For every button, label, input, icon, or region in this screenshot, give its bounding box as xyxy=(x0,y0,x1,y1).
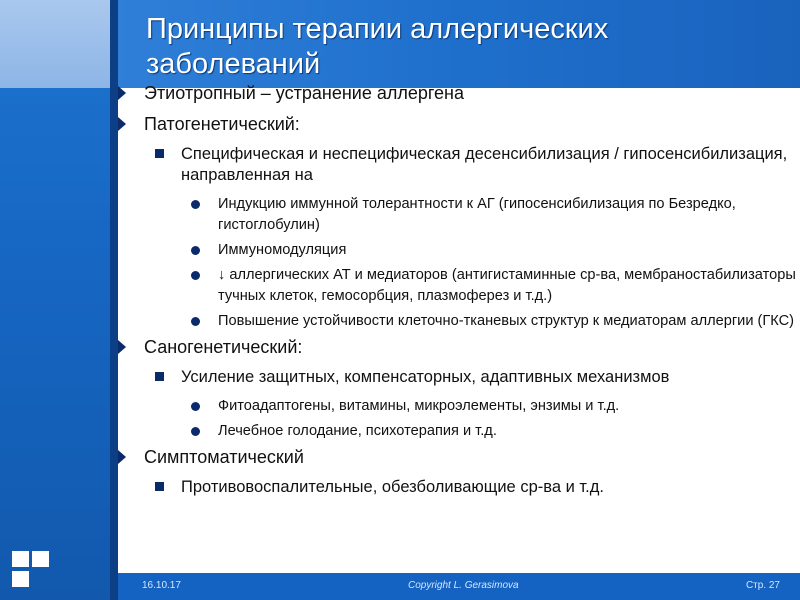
bullet-item xyxy=(118,336,800,358)
bullet-text: Специфическая и неспецифическая десенсибилизация / гипосенсибилизация, направленная на xyxy=(181,145,788,184)
slide-footer xyxy=(118,573,800,600)
left-decor-strip xyxy=(0,0,118,600)
bullet-text: Индукцию иммунной толерантности к АГ (гипосенсибилизация по Безредко, гистоглобулин) xyxy=(218,196,736,233)
circle-bullet-icon xyxy=(191,317,200,326)
squares-logo-icon xyxy=(12,551,52,591)
footer-page-number: Стр. 27 xyxy=(745,580,780,591)
sub-bullet-item xyxy=(118,144,800,186)
sub-bullet-item xyxy=(118,367,800,388)
triangle-bullet-icon xyxy=(118,340,126,354)
sub-sub-bullet-item xyxy=(118,421,800,442)
circle-bullet-icon xyxy=(191,246,200,255)
bullet-text: Симптоматический xyxy=(144,447,304,467)
slide-content xyxy=(118,82,800,506)
bullet-text: Повышение устойчивости клеточно-тканевых структур к медиаторам аллергии (ГКС) xyxy=(218,313,795,329)
bullet-text: Саногенетический: xyxy=(144,337,303,357)
bullet-text: Иммуномодуляция xyxy=(218,242,347,258)
bullet-text: Противовоспалительные, обезболивающие ср-ва и т.д. xyxy=(181,478,604,496)
sub-sub-bullet-item xyxy=(118,396,800,417)
sub-sub-bullet-item xyxy=(118,311,800,332)
bullet-text: ↓ аллергических АТ и медиаторов (антигистаминные ср-ва, мембраностабилизаторы тучных клеток, гемосорбция, плазмоферез и т.д.) xyxy=(218,267,796,304)
square-bullet-icon xyxy=(155,482,164,491)
strip-divider xyxy=(110,0,118,600)
corner-tile xyxy=(0,0,110,88)
slide-title: Принципы терапии аллергических заболеваний xyxy=(146,13,609,80)
bullet-item xyxy=(118,446,800,468)
bullet-item xyxy=(118,82,800,104)
sub-sub-bullet-item xyxy=(118,240,800,261)
sub-sub-bullet-item xyxy=(118,194,800,236)
bullet-text: Этиотропный – устранение аллергена xyxy=(144,83,465,103)
footer-copyright: Copyright L. Gerasimova xyxy=(408,580,519,591)
circle-bullet-icon xyxy=(191,271,200,280)
bullet-text: Патогенетический: xyxy=(144,114,300,134)
circle-bullet-icon xyxy=(191,427,200,436)
footer-date: 16.10.17 xyxy=(142,580,181,591)
bullet-item xyxy=(118,113,800,135)
circle-bullet-icon xyxy=(191,200,200,209)
sub-bullet-item xyxy=(118,477,800,498)
sub-sub-bullet-item xyxy=(118,265,800,307)
square-bullet-icon xyxy=(155,149,164,158)
circle-bullet-icon xyxy=(191,402,200,411)
square-bullet-icon xyxy=(155,372,164,381)
bullet-text: Усиление защитных, компенсаторных, адаптивных механизмов xyxy=(181,368,670,386)
triangle-bullet-icon xyxy=(118,117,126,131)
triangle-bullet-icon xyxy=(118,450,126,464)
bullet-text: Лечебное голодание, психотерапия и т.д. xyxy=(218,423,497,439)
triangle-bullet-icon xyxy=(118,86,126,100)
bullet-text: Фитоадаптогены, витамины, микроэлементы, энзимы и т.д. xyxy=(218,398,620,414)
title-bar xyxy=(118,0,800,88)
